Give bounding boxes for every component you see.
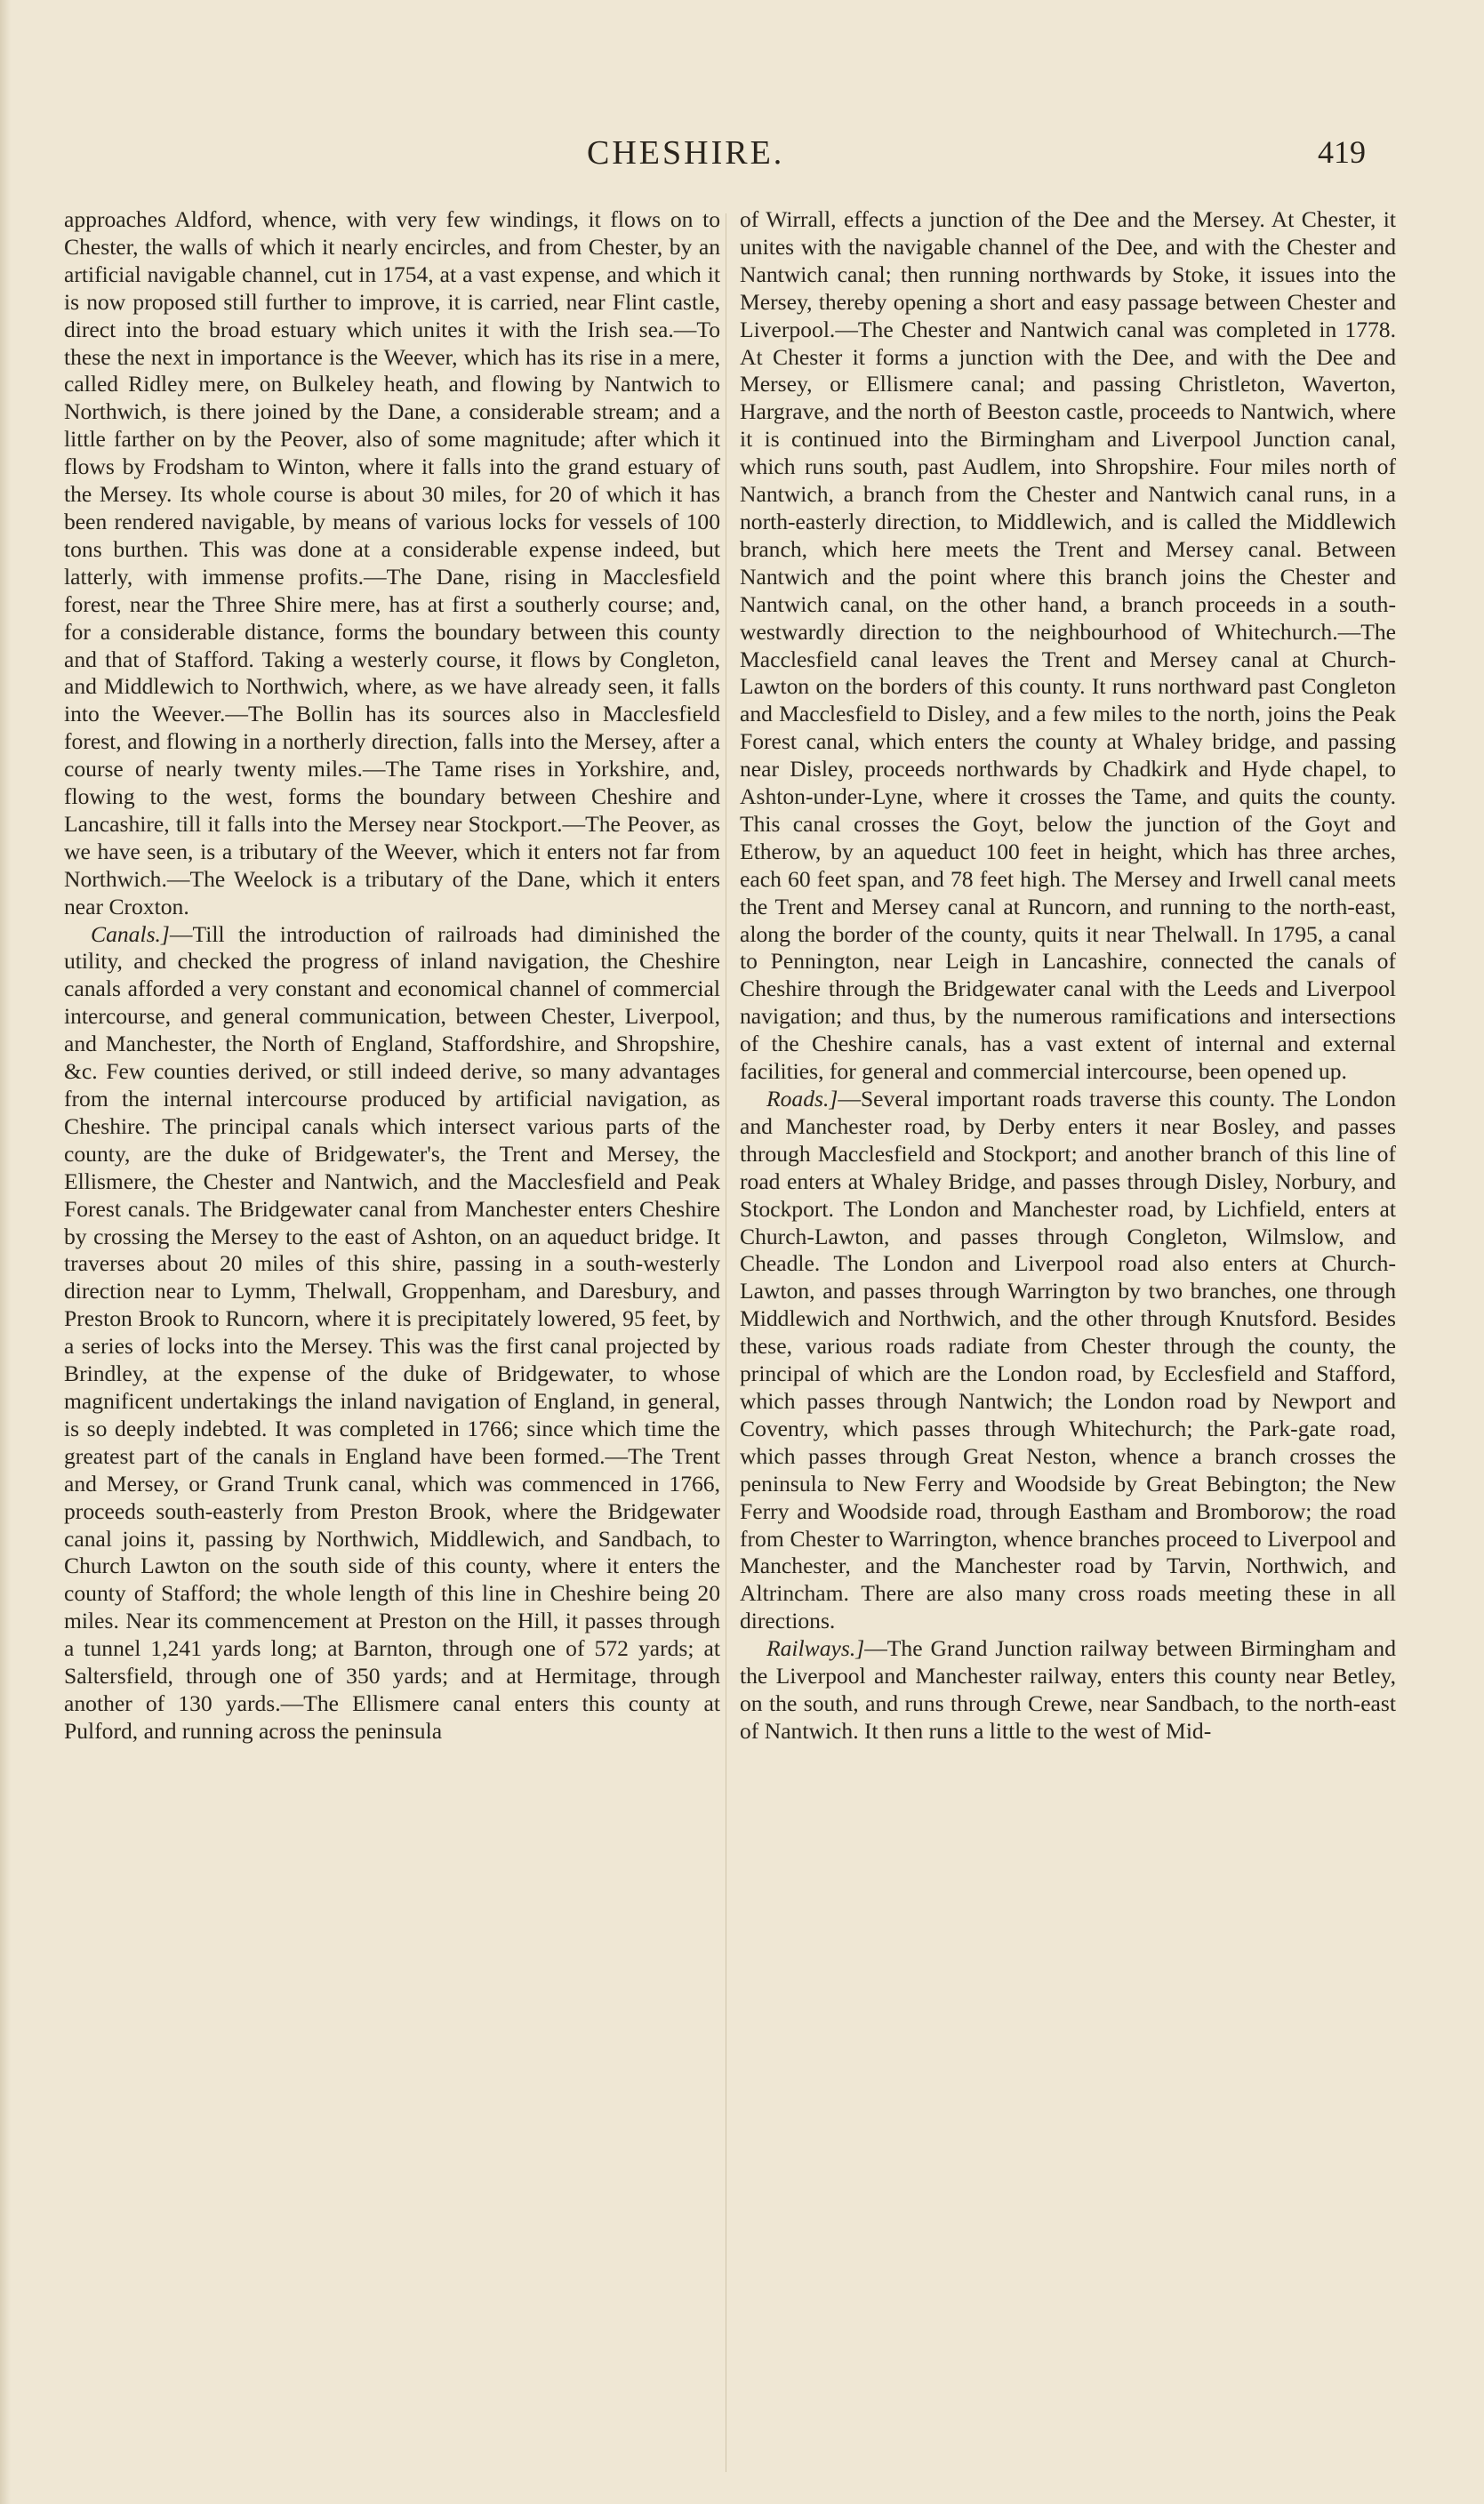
running-head: CHESHIRE. [587, 134, 785, 172]
canals-paragraph [64, 921, 720, 1746]
roads-text: —Several important roads traverse this county. The London and Manchester road, by Derby enters it near Bosley, and passes through Macclesfield and Stockport; and another branch of this line of road enters at Whaley Bridge, and passes through Disley, Norbury, and Stockport. The London and Manchester road, by Lichfield, enters at Church-Lawton, and passes through Congleton, Wilmslow, and Cheadle. The London and Liverpool road also enters at Church-Lawton, and passes through Warrington by two branches, one through Middlewich and Northwich, and the other through Knutsford. Besides these, various roads radiate from Chester through the county, the principal of which are the London road, by Ecclesfield and Stafford, which passes through Nantwich; the London road by Newport and Coventry, which passes through Whitechurch; the Park-gate road, which passes through Great Neston, whence a branch crosses the peninsula to New Ferry and Woodside by Great Bebington; the New Ferry and Woodside road, through Eastham and Bromborow; the road from Chester to Warrington, whence branches proceed to Liverpool and Manchester, and the Manchester road by Tarvin, Northwich, and Altrincham. There are also many cross roads meeting these in all directions. [740, 1086, 1396, 1634]
railways-heading: Railways.] [766, 1635, 865, 1662]
right-column [740, 206, 1396, 1746]
roads-paragraph [740, 1086, 1396, 1635]
left-column [64, 206, 720, 1746]
page-header [0, 133, 1484, 187]
railways-paragraph [740, 1635, 1396, 1746]
canals-heading: Canals.] [91, 920, 170, 947]
page-edge [0, 0, 11, 2504]
page-number: 419 [1318, 134, 1366, 170]
railways-text: —The Grand Junction railway between Birmingham and the Liverpool and Manchester railway, enters this county near Betley, on the south, and runs through Crewe, near Sandbach, to the north-east of Nantwich. It then runs a little to the west of Mid- [740, 1635, 1396, 1744]
rivers-paragraph: approaches Aldford, whence, with very few windings, it flows on to Chester, the walls of which it nearly encircles, and from Chester, by an artificial navigable channel, cut in 1754, at a vast expense, and which it is now proposed still further to improve, it is carried, near Flint castle, direct into the broad estuary which unites it with the Irish sea.—To these the next in importance is the Weever, which has its rise in a mere, called Ridley mere, on Bulkeley heath, and flowing by Nantwich to Northwich, is there joined by the Dane, a considerable stream; and a little farther on by the Peover, also of some magnitude; after which it flows by Frodsham to Winton, where it falls into the grand estuary of the Mersey. Its whole course is about 30 miles, for 20 of which it has been rendered navigable, by means of various locks for vessels of 100 tons burthen. This was done at a considerable expense indeed, but latterly, with immense profits.—The Dane, rising in Macclesfield forest, near the Three Shire mere, has at first a southerly course; and, for a considerable distance, forms the boundary between this county and that of Stafford. Taking a westerly course, it flows by Congleton, and Middlewich to Northwich, where, as we have already seen, it falls into the Weever.—The Bollin has its sources also in Macclesfield forest, and flowing in a northerly direction, falls into the Mersey, after a course of nearly twenty miles.—The Tame rises in Yorkshire, and, flowing to the west, forms the boundary between Cheshire and Lancashire, till it falls into the Mersey near Stockport.—The Peover, as we have seen, is a tributary of the Weever, which it enters not far from Northwich.—The Weelock is a tributary of the Dane, which it enters near Croxton. [64, 206, 720, 919]
roads-heading: Roads.] [766, 1086, 838, 1112]
canals-continued-paragraph: of Wirrall, effects a junction of the Dee and the Mersey. At Chester, it unites with the navigable channel of the Dee, and with the Chester and Nantwich canal; then running northwards by Stoke, it issues into the Mersey, thereby opening a short and easy passage between Chester and Liverpool.—The Chester and Nantwich canal was completed in 1778. At Chester it forms a junction with the Dee, and with the Dee and Mersey, or Ellismere canal; and passing Christleton, Waverton, Hargrave, and the north of Beeston castle, proceeds to Nantwich, where it is continued into the Birmingham and Liverpool Junction canal, which runs south, past Audlem, into Shropshire. Four miles north of Nantwich, a branch from the Chester and Nantwich canal runs, in a north-easterly direction, to Middlewich, and is called the Middlewich branch, which here meets the Trent and Mersey canal. Between Nantwich and the point where this branch joins the Chester and Nantwich canal, on the other hand, a branch proceeds in a south-westwardly direction to the neighbourhood of Whitechurch.—The Macclesfield canal leaves the Trent and Mersey canal at Church-Lawton on the borders of this county. It runs northward past Congleton and Macclesfield to Disley, and a few miles to the north, joins the Peak Forest canal, which enters the county at Whaley bridge, and passing near Disley, proceeds northwards by Chadkirk and Hyde chapel, to Ashton-under-Lyne, where it crosses the Tame, and quits the county. This canal crosses the Goyt, below the junction of the Goyt and Etherow, by an aqueduct 100 feet in height, which has three arches, each 60 feet span, and 78 feet high. The Mersey and Irwell canal meets the Trent and Mersey canal at Runcorn, and running to the north-east, along the border of the county, quits it near Thelwall. In 1795, a canal to Pennington, near Leigh in Lancashire, connected the canals of Cheshire through the Bridgewater canal with the Leeds and Liverpool navigation; and thus, by the numerous ramifications and intersections of the Cheshire canals, has a vast extent of internal and external facilities, for general and commercial intercourse, been opened up. [740, 206, 1396, 1085]
canals-text: —Till the introduction of railroads had diminished the utility, and checked the progress of inland navigation, the Cheshire canals afforded a very constant and economical channel of commercial intercourse, and general communication, between Chester, Liverpool, and Manchester, the North of England, Staffordshire, and Shropshire, &c. Few counties derived, or still indeed derive, so many advantages from the internal intercourse produced by artificial navigation, as Cheshire. The principal canals which intersect various parts of the county, are the duke of Bridgewater's, the Trent and Mersey, the Ellismere, the Chester and Nantwich, and the Macclesfield and Peak Forest canals. The Bridgewater canal from Manchester enters Cheshire by crossing the Mersey to the east of Ashton, on an aqueduct bridge. It traverses about 20 miles of this shire, passing in a south-westerly direction near to Lymm, Thelwall, Groppenham, and Daresbury, and Preston Brook to Runcorn, where it is precipitately lowered, 95 feet, by a series of locks into the Mersey. This was the first canal projected by Brindley, at the expense of the duke of Bridgewater, to whose magnificent undertakings the inland navigation of England, in general, is so deeply indebted. It was completed in 1766; since which time the greatest part of the canals in England have been formed.—The Trent and Mersey, or Grand Trunk canal, which was commenced in 1766, proceeds south-easterly from Preston Brook, where the Bridgewater canal joins it, passing by Northwich, Middlewich, and Sandbach, to Church Lawton on the south side of this county, where it enters the county of Stafford; the whole length of this line in Cheshire being 20 miles. Near its commencement at Preston on the Hill, it passes through a tunnel 1,241 yards long; at Barnton, through one of 572 yards; at Saltersfield, through one of 350 yards; and at Hermitage, through another of 130 yards.—The Ellismere canal enters this county at Pulford, and running across the peninsula [64, 920, 720, 1744]
